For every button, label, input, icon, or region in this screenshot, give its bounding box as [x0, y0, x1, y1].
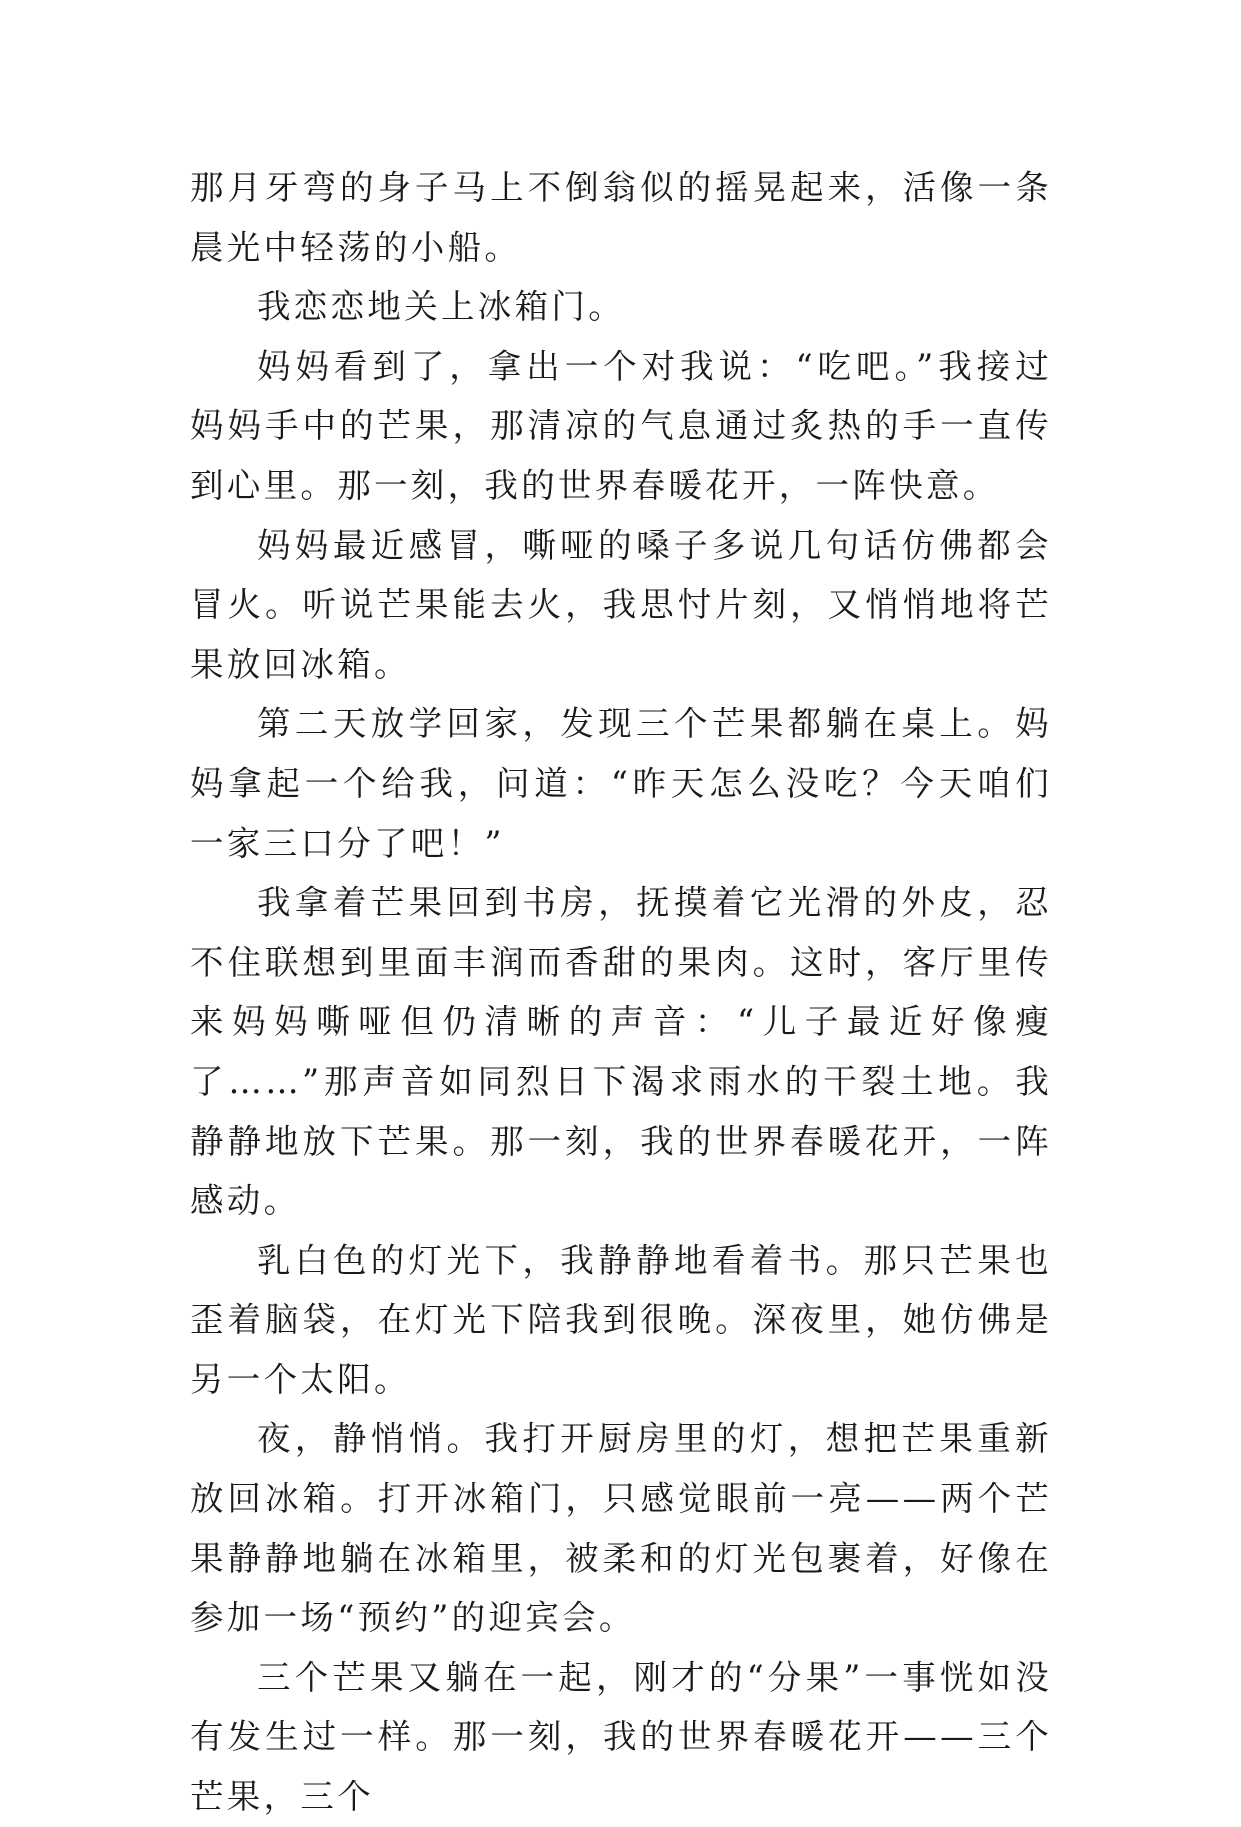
paragraph: 妈妈看到了，拿出一个对我说：“吃吧。”我接过妈妈手中的芒果，那清凉的气息通过炙热的手一直传到心里。那一刻，我的世界春暖花开，一阵快意。: [190, 346, 1052, 505]
paragraph: 我拿着芒果回到书房，抚摸着它光滑的外皮，忍不住联想到里面丰润而香甜的果肉。这时，客厅里传来妈妈嘶哑但仍清晰的声音：“儿子最近好像瘦了……”那声音如同烈日下渴求雨水的干裂土地。我静静地放下芒果。那一刻，我的世界春暖花开，一阵感动。: [190, 883, 1052, 1221]
paragraph: 妈妈最近感冒，嘶哑的嗓子多说几句话仿佛都会冒火。听说芒果能去火，我思忖片刻，又悄悄地将芒果放回冰箱。: [190, 525, 1052, 684]
paragraph: 乳白色的灯光下，我静静地看着书。那只芒果也歪着脑袋，在灯光下陪我到很晚。深夜里，她仿佛是另一个太阳。: [190, 1240, 1052, 1399]
paragraph: 夜，静悄悄。我打开厨房里的灯，想把芒果重新放回冰箱。打开冰箱门，只感觉眼前一亮——两个芒果静静地躺在冰箱里，被柔和的灯光包裹着，好像在参加一场“预约”的迎宾会。: [190, 1419, 1052, 1638]
paragraph: 第二天放学回家，发现三个芒果都躺在桌上。妈妈拿起一个给我，问道：“昨天怎么没吃？今天咱们一家三口分了吧！”: [190, 704, 1052, 863]
paragraph: 三个芒果又躺在一起，刚才的“分果”一事恍如没有发生过一样。那一刻，我的世界春暖花开——三个芒果，三个: [190, 1657, 1052, 1817]
document-body: [190, 158, 1052, 1827]
paragraph: 那月牙弯的身子马上不倒翁似的摇晃起来，活像一条晨光中轻荡的小船。: [190, 168, 1052, 267]
paragraph: 我恋恋地关上冰箱门。: [257, 287, 625, 327]
